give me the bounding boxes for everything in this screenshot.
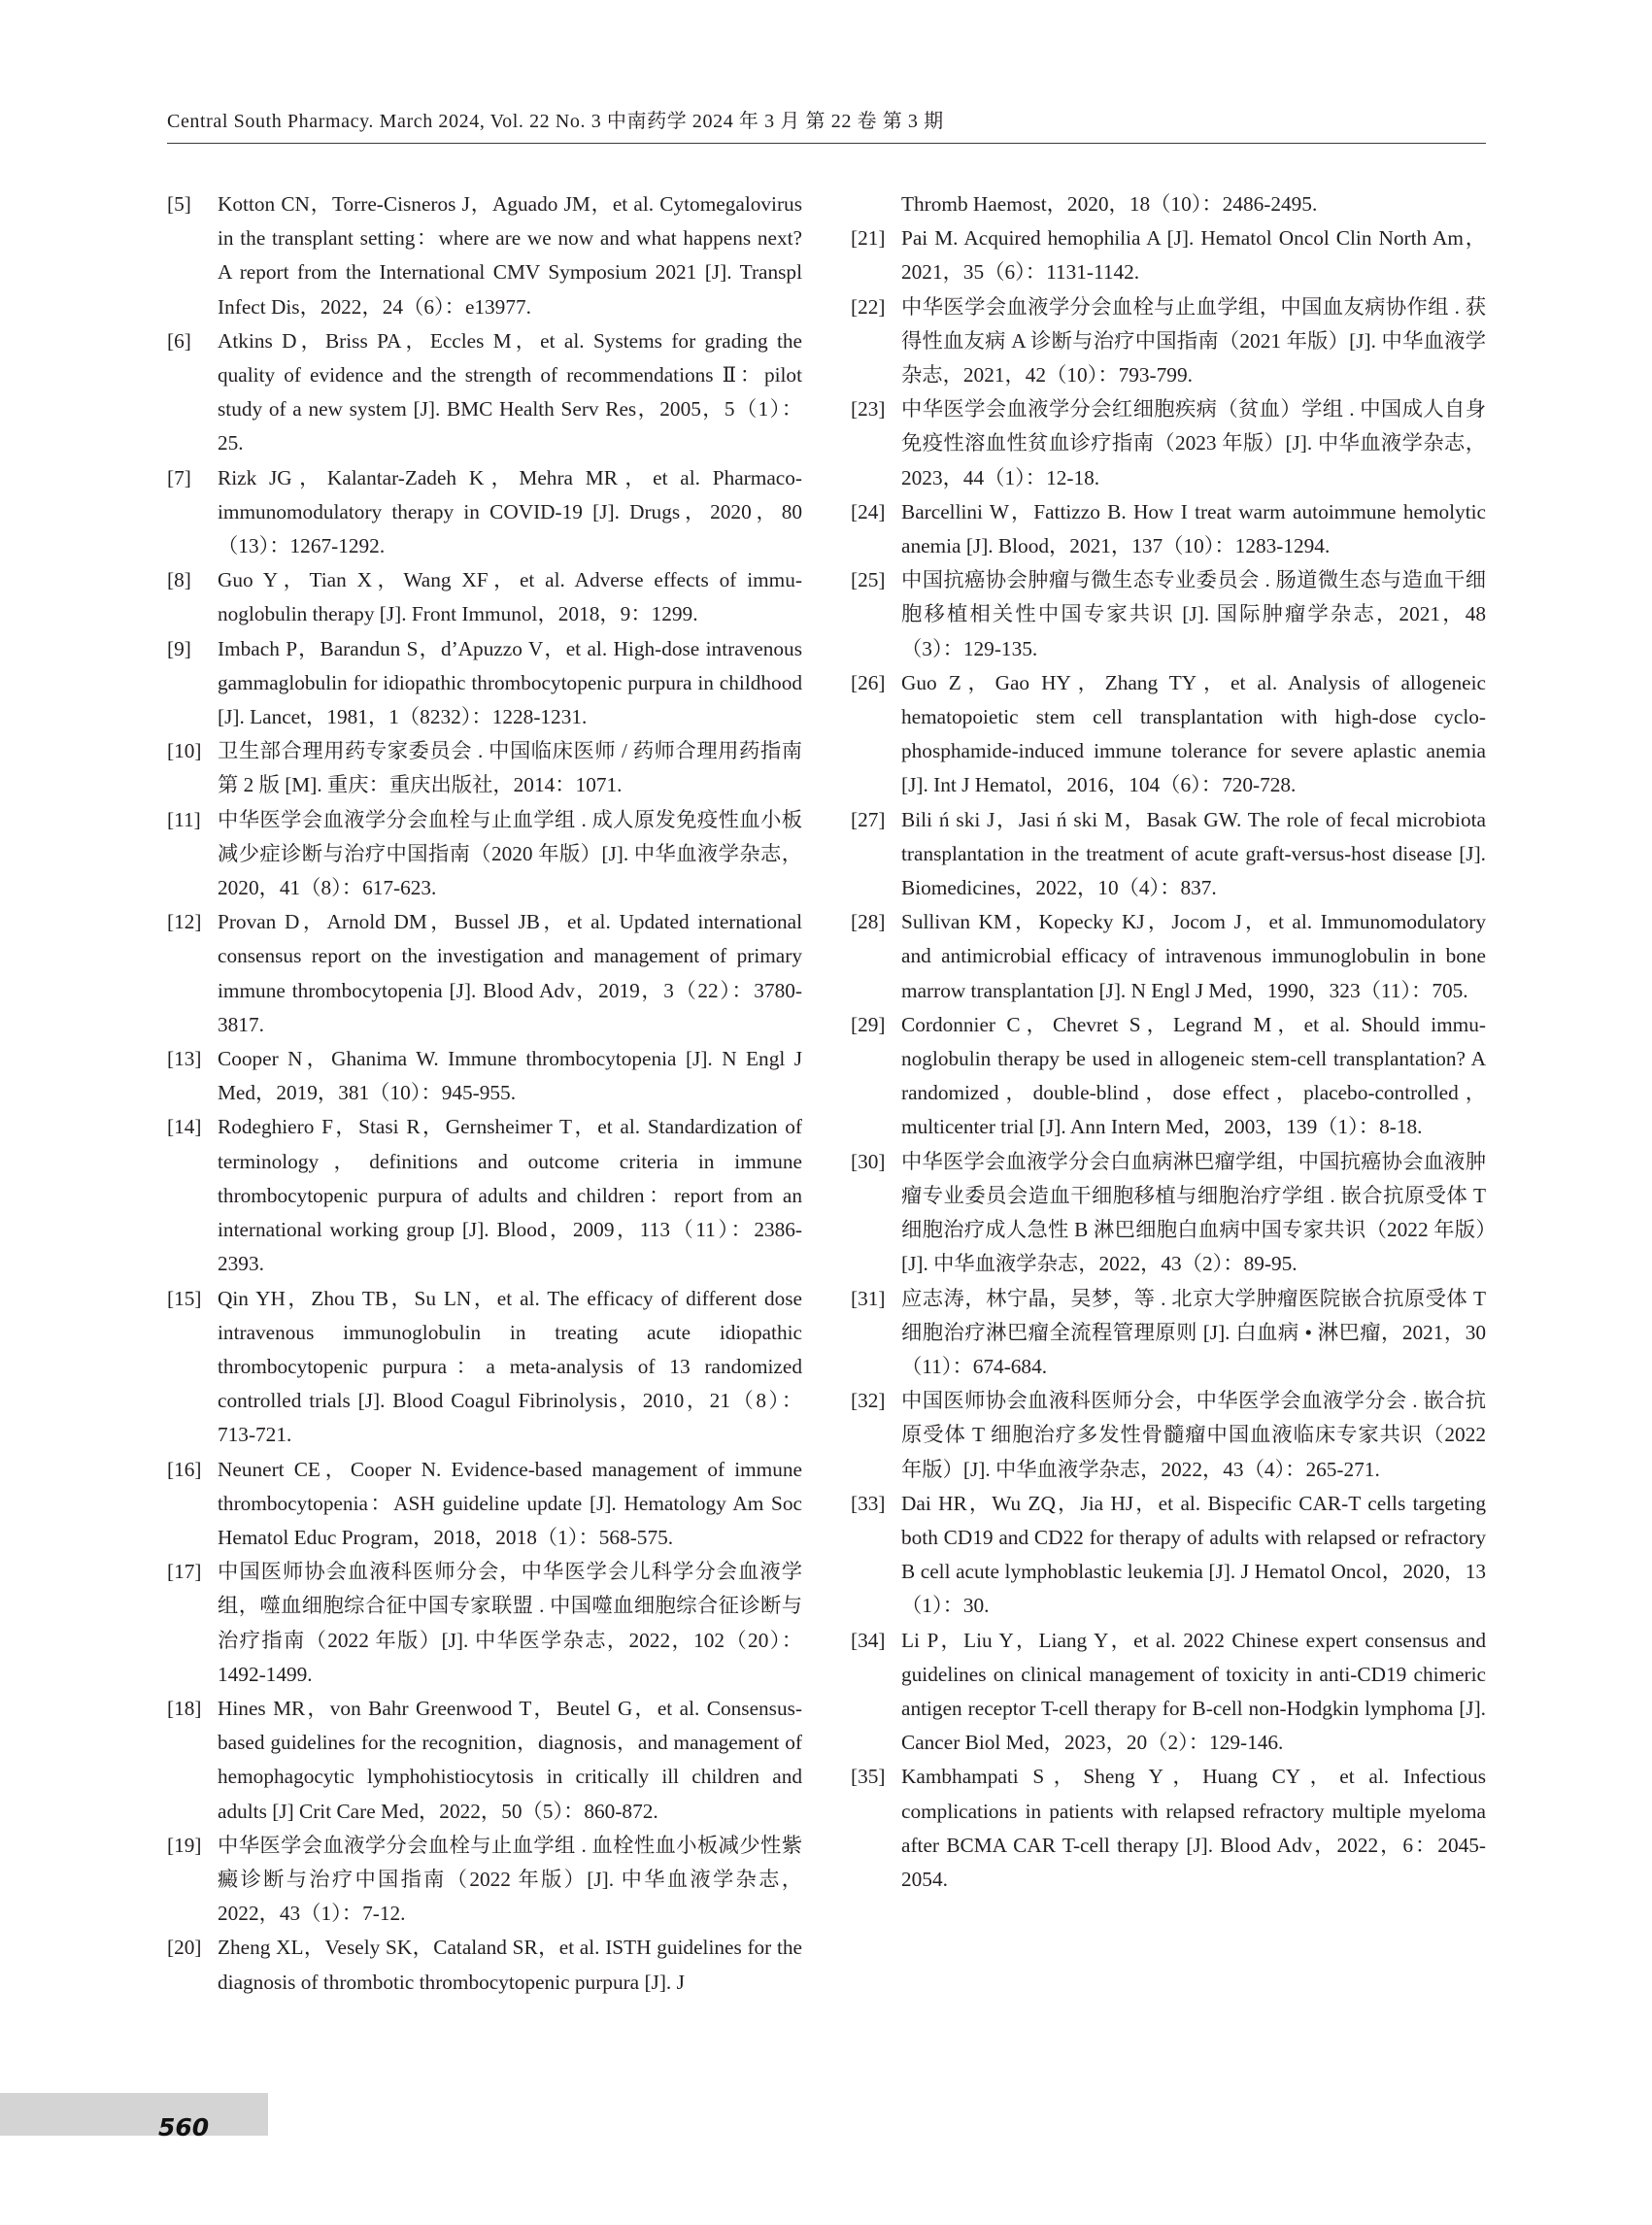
reference-number: [15] bbox=[167, 1286, 202, 1310]
reference-number: [29] bbox=[851, 1012, 886, 1036]
reference-entry bbox=[851, 905, 1486, 1008]
reference-text: Atkins D，Briss PA，Eccles M，et al. Systems for grading the quality of evidence and the strength of recommendations Ⅱ：pilot study of a new system [J]. BMC Health Serv Res，2005，5（1）：25. bbox=[218, 328, 802, 455]
reference-text: 中华医学会血液学分会血栓与止血学组 . 血栓性血小板减少性紫癜诊断与治疗中国指南（2022 年版）[J]. 中华血液学杂志，2022，43（1）：7-12. bbox=[218, 1833, 802, 1926]
reference-text: Kambhampati S，Sheng Y，Huang CY，et al. Infectious complications in patients with relapsed refractory multiple myeloma after BCMA CAR T-cell therapy [J]. Blood Adv，2022，6：2045-2054. bbox=[901, 1765, 1486, 1891]
reference-text: 中华医学会血液学分会白血病淋巴瘤学组，中国抗癌协会血液肿瘤专业委员会造血干细胞移植与细胞治疗学组 . 嵌合抗原受体 T 细胞治疗成人急性 B 淋巴细胞白血病中国专家共识（2022 年版）[J]. 中华血液学杂志，2022，43（2）：89-95. bbox=[901, 1149, 1486, 1276]
reference-number: [26] bbox=[851, 670, 886, 694]
reference-text: Cordonnier C，Chevret S，Legrand M，et al. Should immunoglobulin therapy be used in allogeneic stem-cell transplantation? A randomized，double-blind，dose effect，placebo-controlled，multicenter trial [J]. Ann Intern Med，2003，139（1）：8-18. bbox=[901, 1012, 1486, 1139]
reference-text: 中华医学会血液学分会血栓与止血学组 . 成人原发免疫性血小板减少症诊断与治疗中国指南（2020 年版）[J]. 中华血液学杂志，2020，41（8）：617-623. bbox=[218, 807, 802, 900]
reference-text: Thromb Haemost，2020，18（10）：2486-2495. bbox=[901, 192, 1318, 216]
reference-number: [16] bbox=[167, 1457, 202, 1481]
reference-entry bbox=[851, 187, 1486, 221]
reference-number: [35] bbox=[851, 1765, 886, 1789]
reference-entry bbox=[851, 1760, 1486, 1897]
reference-entry bbox=[851, 1487, 1486, 1624]
reference-number: [27] bbox=[851, 807, 886, 831]
references-right-column bbox=[851, 187, 1486, 1897]
reference-entry bbox=[167, 1829, 802, 1932]
reference-number: [5] bbox=[167, 192, 191, 216]
reference-text: Guo Y，Tian X，Wang XF，et al. Adverse effects of immunoglobulin therapy [J]. Front Immunol，2018，9：1299. bbox=[218, 568, 802, 626]
reference-entry bbox=[851, 563, 1486, 666]
reference-number: [24] bbox=[851, 499, 886, 523]
reference-entry bbox=[851, 803, 1486, 906]
reference-entry bbox=[167, 1453, 802, 1556]
reference-entry bbox=[167, 1555, 802, 1692]
reference-number: [6] bbox=[167, 328, 191, 353]
reference-text: Zheng XL，Vesely SK，Cataland SR，et al. ISTH guidelines for the diagnosis of thrombotic thrombocytopenic purpura [J]. J bbox=[218, 1936, 802, 1994]
reference-number: [12] bbox=[167, 910, 202, 934]
reference-number: [28] bbox=[851, 910, 886, 934]
reference-entry bbox=[851, 221, 1486, 289]
reference-text: Dai HR，Wu ZQ，Jia HJ，et al. Bispecific CAR-T cells targeting both CD19 and CD22 for therapy of adults with relapsed or refractory B cell acute lymphoblastic leukemia [J]. J Hematol Oncol，2020，13（1）：30. bbox=[901, 1491, 1486, 1618]
reference-entry bbox=[851, 495, 1486, 563]
reference-entry bbox=[167, 1110, 802, 1281]
reference-entry bbox=[851, 1008, 1486, 1145]
reference-entry bbox=[851, 290, 1486, 393]
reference-entry bbox=[851, 1145, 1486, 1282]
reference-entry bbox=[851, 666, 1486, 803]
reference-text: Guo Z，Gao HY，Zhang TY，et al. Analysis of allogeneic hematopoietic stem cell transplantation with high-dose cyclophosphamide-induced immune tolerance for severe aplastic anemia [J]. Int J Hematol，2016，104（6）：720-728. bbox=[901, 670, 1486, 797]
reference-entry bbox=[851, 1624, 1486, 1761]
reference-text: 中国抗癌协会肿瘤与微生态专业委员会 . 肠道微生态与造血干细胞移植相关性中国专家共识 [J]. 国际肿瘤学杂志，2021，48（3）：129-135. bbox=[901, 568, 1486, 660]
reference-entry bbox=[851, 392, 1486, 495]
references-left-column bbox=[167, 187, 802, 2000]
reference-entry bbox=[851, 1282, 1486, 1385]
reference-number: [13] bbox=[167, 1047, 202, 1071]
reference-number: [9] bbox=[167, 636, 191, 660]
reference-text: Qin YH，Zhou TB，Su LN，et al. The efficacy of different dose intravenous immunoglobulin in treating acute idiopathic thrombocytopenic purpura：a meta-analysis of 13 randomized controlled trials [J]. Blood Coagul Fibrinolysis，2010，21（8）：713-721. bbox=[218, 1286, 802, 1447]
reference-entry bbox=[167, 563, 802, 631]
reference-text: 中国医师协会血液科医师分会，中华医学会儿科学分会血液学组，噬血细胞综合征中国专家联盟 . 中国噬血细胞综合征诊断与治疗指南（2022 年版）[J]. 中华医学杂志，2022，102（20）：1492-1499. bbox=[218, 1560, 802, 1686]
reference-number: [33] bbox=[851, 1491, 886, 1515]
reference-number: [25] bbox=[851, 568, 886, 592]
reference-entry bbox=[167, 905, 802, 1042]
reference-text: Cooper N，Ghanima W. Immune thrombocytopenia [J]. N Engl J Med，2019，381（10）：945-955. bbox=[218, 1047, 802, 1105]
reference-text: 中国医师协会血液科医师分会，中华医学会血液学分会 . 嵌合抗原受体 T 细胞治疗多发性骨髓瘤中国血液临床专家共识（2022 年版）[J]. 中华血液学杂志，2022，43（4）：265-271. bbox=[901, 1389, 1486, 1481]
reference-number: [23] bbox=[851, 397, 886, 421]
reference-entry bbox=[167, 632, 802, 735]
reference-number: [22] bbox=[851, 294, 886, 319]
reference-text: Bili ń ski J，Jasi ń ski M，Basak GW. The role of fecal microbiota transplantation in the treatment of acute graft-versus-host disease [J]. Biomedicines，2022，10（4）：837. bbox=[901, 807, 1486, 900]
reference-number: [8] bbox=[167, 568, 191, 592]
reference-text: 中华医学会血液学分会红细胞疾病（贫血）学组 . 中国成人自身免疫性溶血性贫血诊疗指南（2023 年版）[J]. 中华血液学杂志，2023，44（1）：12-18. bbox=[901, 397, 1486, 489]
reference-number: [31] bbox=[851, 1286, 886, 1310]
reference-number: [34] bbox=[851, 1628, 886, 1652]
reference-number: [14] bbox=[167, 1115, 202, 1139]
reference-number: [11] bbox=[167, 807, 201, 831]
reference-number: [20] bbox=[167, 1936, 202, 1960]
reference-number: [10] bbox=[167, 739, 202, 763]
reference-entry bbox=[167, 1042, 802, 1110]
reference-entry bbox=[167, 461, 802, 564]
reference-entry bbox=[167, 803, 802, 906]
reference-text: Hines MR，von Bahr Greenwood T，Beutel G，et al. Consensus-based guidelines for the recognition，diagnosis，and management of hemophagocytic lymphohistiocytosis in critically ill children and adults [J] Crit Care Med，2022，50（5）：860-872. bbox=[218, 1696, 802, 1823]
reference-number: [18] bbox=[167, 1696, 202, 1720]
running-header: Central South Pharmacy. March 2024, Vol. 22 No. 3 中南药学 2024 年 3 月 第 22 卷 第 3 期 bbox=[167, 111, 944, 132]
reference-entry bbox=[167, 1931, 802, 1999]
reference-text: Pai M. Acquired hemophilia A [J]. Hematol Oncol Clin North Am，2021，35（6）：1131-1142. bbox=[901, 226, 1486, 285]
reference-entry bbox=[167, 1282, 802, 1453]
reference-text: Li P，Liu Y，Liang Y，et al. 2022 Chinese expert consensus and guidelines on clinical management of toxicity in anti-CD19 chimeric antigen receptor T-cell therapy for B-cell non-Hodgkin lymphoma [J]. Cancer Biol Med，2023，20（2）：129-146. bbox=[901, 1628, 1486, 1755]
reference-number: [32] bbox=[851, 1389, 886, 1413]
reference-text: 中华医学会血液学分会血栓与止血学组，中国血友病协作组 . 获得性血友病 A 诊断与治疗中国指南（2021 年版）[J]. 中华血液学杂志，2021，42（10）：793-799. bbox=[901, 294, 1486, 388]
reference-entry bbox=[851, 1384, 1486, 1487]
reference-text: Rizk JG，Kalantar-Zadeh K，Mehra MR，et al. Pharmaco-immunomodulatory therapy in COVID-19 [J]. Drugs，2020，80（13）：1267-1292. bbox=[218, 465, 802, 558]
reference-entry bbox=[167, 1692, 802, 1829]
reference-text: 卫生部合理用药专家委员会 . 中国临床医师 / 药师合理用药指南第 2 版 [M]. 重庆：重庆出版社，2014：1071. bbox=[218, 739, 802, 797]
reference-entry bbox=[167, 187, 802, 324]
reference-entry bbox=[167, 324, 802, 461]
reference-number: [7] bbox=[167, 465, 191, 489]
reference-text: Sullivan KM，Kopecky KJ，Jocom J，et al. Immunomodulatory and antimicrobial efficacy of intravenous immunoglobulin in bone marrow transplantation [J]. N Engl J Med，1990，323（11）：705. bbox=[901, 910, 1486, 1002]
reference-text: Provan D，Arnold DM，Bussel JB，et al. Updated international consensus report on the investigation and management of primary immune thrombocytopenia [J]. Blood Adv，2019，3（22）：3780-3817. bbox=[218, 910, 802, 1036]
reference-text: Imbach P，Barandun S，d’Apuzzo V，et al. High-dose intravenous gammaglobulin for idiopathic thrombocytopenic purpura in childhood [J]. Lancet，1981，1（8232）：1228-1231. bbox=[218, 636, 802, 729]
reference-text: Kotton CN，Torre-Cisneros J，Aguado JM，et al. Cytomegalovirus in the transplant setting：where are we now and what happens next? A report from the International CMV Symposium 2021 [J]. Transpl Infect Dis，2022，24（6）：e13977. bbox=[218, 192, 802, 319]
reference-entry bbox=[167, 734, 802, 802]
reference-number: [19] bbox=[167, 1833, 202, 1857]
reference-number: [17] bbox=[167, 1560, 202, 1584]
reference-text: Barcellini W，Fattizzo B. How I treat warm autoimmune hemolytic anemia [J]. Blood，2021，137（10）：1283-1294. bbox=[901, 499, 1486, 558]
page-number: 560 bbox=[158, 2113, 210, 2141]
page-number-bar bbox=[0, 2093, 268, 2136]
header-rule bbox=[167, 143, 1486, 144]
reference-text: Neunert CE，Cooper N. Evidence-based management of immune thrombocytopenia：ASH guideline update [J]. Hematology Am Soc Hematol Educ Program，2018，2018（1）：568-575. bbox=[218, 1457, 802, 1549]
reference-text: Rodeghiero F，Stasi R，Gernsheimer T，et al. Standardization of terminology，definitions and outcome criteria in immune thrombocytopenic purpura of adults and children：report from an international working group [J]. Blood，2009，113（11）：2386-2393. bbox=[218, 1115, 802, 1276]
reference-number: [21] bbox=[851, 226, 886, 251]
reference-number: [30] bbox=[851, 1149, 886, 1173]
reference-text: 应志涛，林宁晶，吴梦，等 . 北京大学肿瘤医院嵌合抗原受体 T 细胞治疗淋巴瘤全流程管理原则 [J]. 白血病 • 淋巴瘤，2021，30（11）：674-684. bbox=[901, 1286, 1486, 1378]
